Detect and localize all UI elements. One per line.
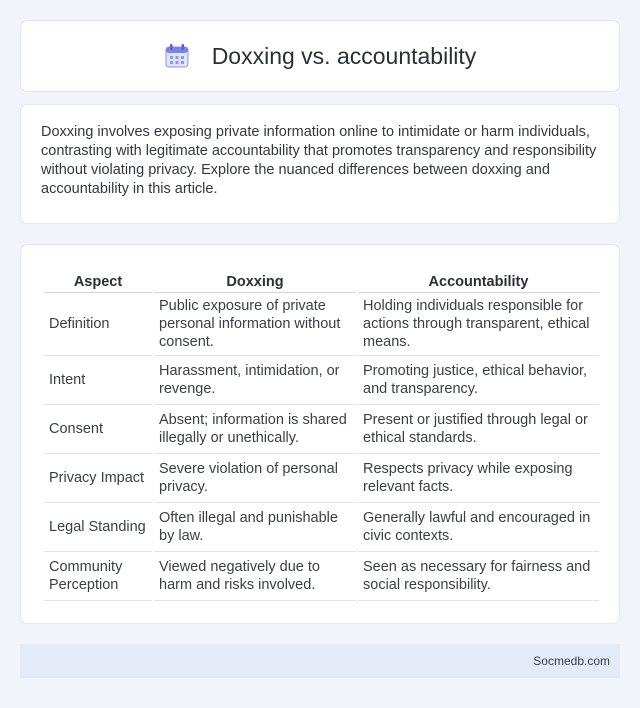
table-row xyxy=(44,503,599,552)
cell-accountability: Respects privacy while exposing relevant facts. xyxy=(358,454,599,503)
header-accountability: Accountability xyxy=(358,263,599,293)
title-card xyxy=(20,20,620,92)
intro-card xyxy=(20,104,620,224)
table-card xyxy=(20,244,620,624)
header-doxxing: Doxxing xyxy=(154,263,356,293)
cell-doxxing: Harassment, intimidation, or revenge. xyxy=(154,356,356,405)
cell-doxxing: Viewed negatively due to harm and risks involved. xyxy=(154,552,356,601)
page-title: Doxxing vs. accountability xyxy=(211,42,477,69)
cell-doxxing: Public exposure of private personal information without consent. xyxy=(154,293,356,356)
table-header-row xyxy=(44,263,599,293)
footer-site-link[interactable]: Socmedb.com xyxy=(533,654,610,668)
cell-accountability: Present or justified through legal or ethical standards. xyxy=(358,405,599,454)
cell-aspect: Privacy Impact xyxy=(44,454,152,503)
cell-doxxing: Often illegal and punishable by law. xyxy=(154,503,356,552)
comparison-table xyxy=(42,263,601,601)
cell-aspect: Consent xyxy=(44,405,152,454)
cell-doxxing: Severe violation of personal privacy. xyxy=(154,454,356,503)
cell-aspect: Community Perception xyxy=(44,552,152,601)
cell-aspect: Intent xyxy=(44,356,152,405)
footer xyxy=(20,644,620,678)
table-row xyxy=(44,405,599,454)
table-row xyxy=(44,454,599,503)
cell-accountability: Seen as necessary for fairness and social responsibility. xyxy=(358,552,599,601)
cell-aspect: Legal Standing xyxy=(44,503,152,552)
cell-aspect: Definition xyxy=(44,293,152,356)
cell-doxxing: Absent; information is shared illegally or unethically. xyxy=(154,405,356,454)
table-row xyxy=(44,356,599,405)
title-wrap xyxy=(164,43,477,70)
cell-accountability: Generally lawful and encouraged in civic contexts. xyxy=(358,503,599,552)
table-row xyxy=(44,552,599,601)
intro-text: Doxxing involves exposing private information online to intimidate or harm individuals, contrasting with legitimate accountability that promotes transparency and responsibility without violating privacy. Explore the nuanced differences between doxxing and accountability in this article. xyxy=(41,124,597,197)
table-row xyxy=(44,293,599,356)
cell-accountability: Promoting justice, ethical behavior, and transparency. xyxy=(358,356,599,405)
cell-accountability: Holding individuals responsible for actions through transparent, ethical means. xyxy=(358,293,599,356)
calendar-icon xyxy=(164,43,190,69)
header-aspect: Aspect xyxy=(44,263,152,293)
